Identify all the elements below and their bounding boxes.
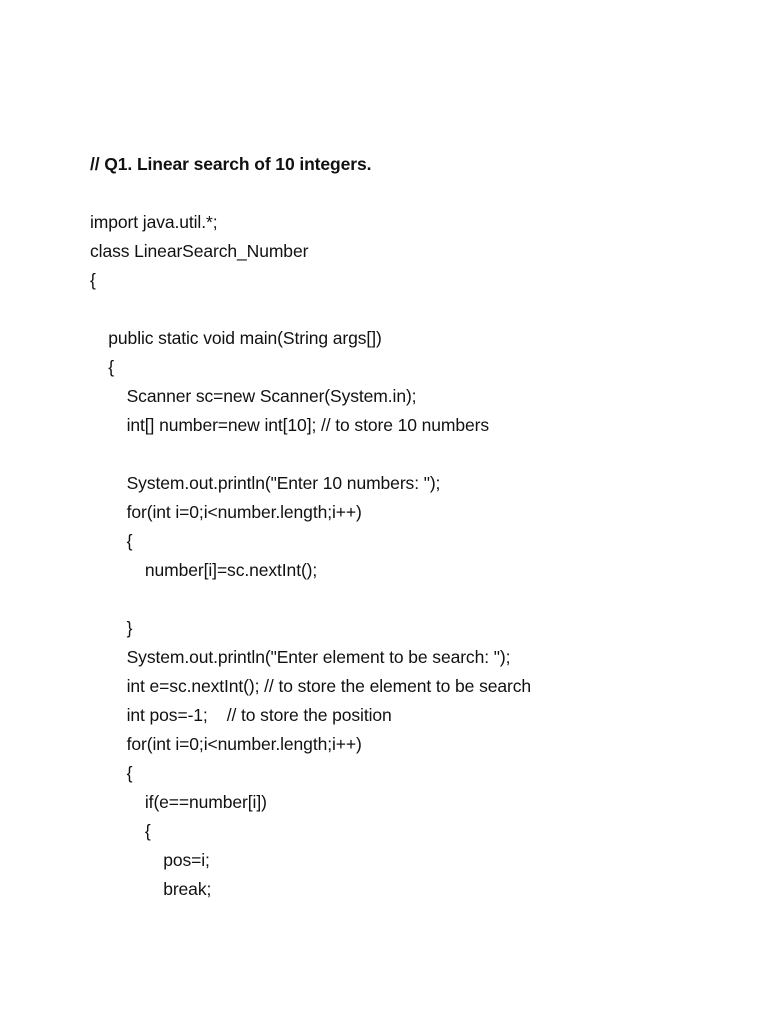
code-line: public static void main(String args[]) — [108, 328, 382, 348]
code-line: { — [126, 763, 133, 783]
code-line: import java.util.*; — [90, 212, 218, 232]
blank-line — [90, 295, 750, 324]
blank-line — [90, 585, 750, 614]
code-line: } — [126, 618, 133, 638]
code-line: System.out.println("Enter 10 numbers: "); — [126, 473, 441, 493]
code-line: int e=sc.nextInt(); // to store the element to be search — [126, 676, 531, 696]
code-line: number[i]=sc.nextInt(); — [144, 560, 318, 580]
code-line: pos=i; — [163, 850, 210, 870]
code-line: { — [90, 270, 96, 290]
code-line: if(e==number[i]) — [144, 792, 267, 812]
blank-line — [90, 179, 750, 208]
code-line: for(int i=0;i<number.length;i++) — [126, 734, 362, 754]
blank-line — [90, 440, 750, 469]
code-line: int[] number=new int[10]; // to store 10 numbers — [126, 415, 490, 435]
code-line: Scanner sc=new Scanner(System.in); — [126, 386, 417, 406]
code-line: { — [126, 531, 133, 551]
heading-comment: // Q1. Linear search of 10 integers. — [90, 154, 372, 174]
code-lines — [90, 208, 750, 904]
code-line: class LinearSearch_Number — [90, 241, 309, 261]
code-line: System.out.println("Enter element to be search: "); — [126, 647, 511, 667]
code-line: int pos=-1; // to store the position — [126, 705, 392, 725]
code-line: { — [108, 357, 115, 377]
code-line: break; — [163, 879, 212, 899]
code-listing — [90, 150, 750, 904]
code-line: { — [144, 821, 151, 841]
code-line: for(int i=0;i<number.length;i++) — [126, 502, 362, 522]
